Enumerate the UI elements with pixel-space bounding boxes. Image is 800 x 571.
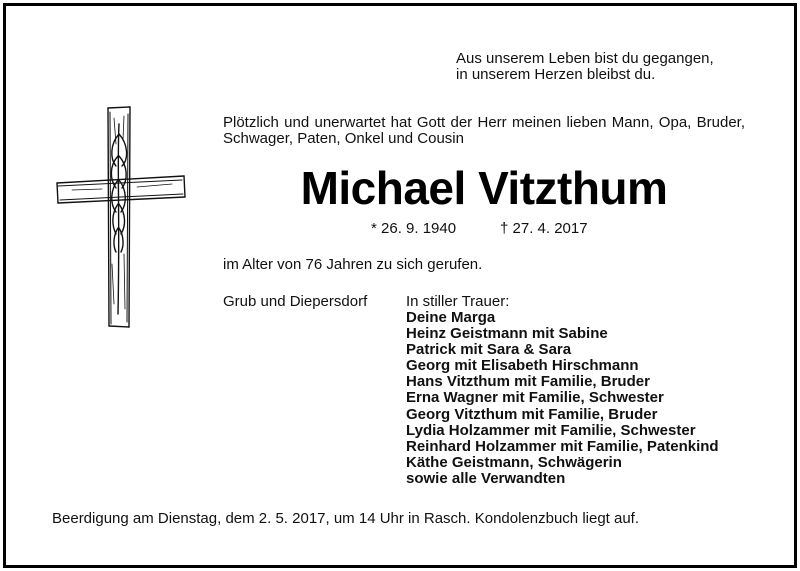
death-date: † 27. 4. 2017 <box>500 220 588 237</box>
funeral-info: Beerdigung am Dienstag, dem 2. 5. 2017, um 14 Uhr in Rasch. Kondolenzbuch liegt auf. <box>52 510 640 527</box>
age-text: im Alter von 76 Jahren zu sich gerufen. <box>223 256 483 273</box>
birth-date: * 26. 9. 1940 <box>371 220 457 237</box>
mourner-name: Patrick mit Sara & Sara <box>406 341 572 359</box>
mourner-name: sowie alle Verwandten <box>406 469 566 487</box>
poem-line-2: in unserem Herzen bleibst du. <box>456 66 656 83</box>
place-text: Grub und Diepersdorf <box>223 293 368 310</box>
deceased-name: Michael Vitzthum <box>300 162 668 214</box>
mourners-list <box>406 310 719 487</box>
mourner-name: Lydia Holzammer mit Familie, Schwester <box>406 421 696 439</box>
mourner-name: Reinhard Holzammer mit Familie, Patenkind <box>406 437 719 455</box>
mourning-heading: In stiller Trauer: <box>406 293 510 310</box>
mourner-name: Käthe Geistmann, Schwägerin <box>406 453 622 471</box>
mourner-name: Hans Vitzthum mit Familie, Bruder <box>406 373 650 391</box>
mourner-name: Erna Wagner mit Familie, Schwester <box>406 389 664 407</box>
mourner-name: Heinz Geistmann mit Sabine <box>406 325 608 343</box>
intro-text: Plötzlich und unerwartet hat Gott der Herr meinen lieben Mann, Opa, Bruder, Schwager, Paten, Onkel und Cousin <box>223 114 745 147</box>
mourner-name: Georg Vitzthum mit Familie, Bruder <box>406 405 658 423</box>
mourner-name: Georg mit Elisabeth Hirschmann <box>406 357 639 375</box>
mourner-name: Deine Marga <box>406 309 496 326</box>
poem-line-1: Aus unserem Leben bist du gegangen, <box>456 50 714 67</box>
cross-with-wheat-icon <box>52 104 188 330</box>
